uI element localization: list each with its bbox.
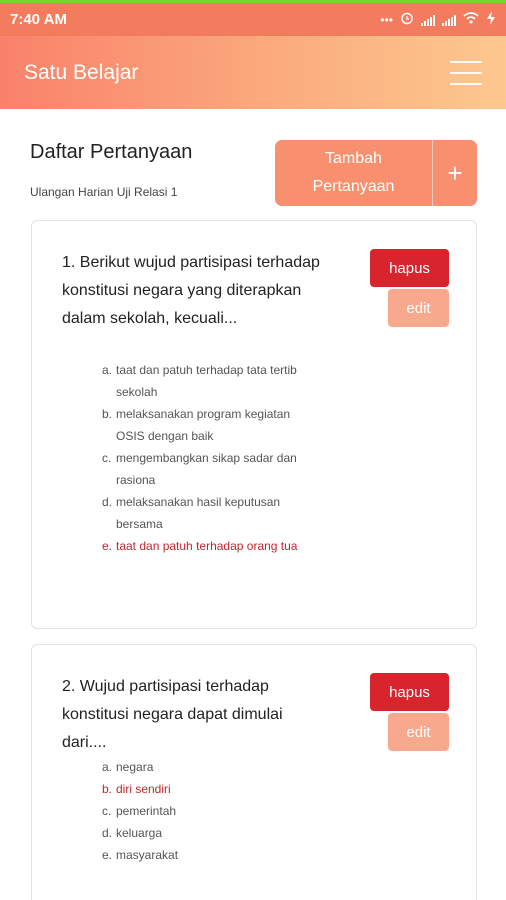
question-text: 2. Wujud partisipasi terhadap konstitusi negara dapat dimulai dari.... — [62, 678, 283, 751]
question-card — [31, 644, 477, 900]
question-text: 1. Berikut wujud partisipasi terhadap konstitusi negara yang diterapkan dalam sekolah, kecuali... — [62, 254, 320, 327]
plus-icon: + — [432, 140, 477, 206]
delete-button[interactable]: hapus — [370, 249, 449, 287]
status-icons — [380, 11, 496, 28]
status-bar — [0, 0, 506, 36]
answer-option: c. mengembangkan sikap sadar dan rasiona — [102, 451, 297, 487]
edit-button[interactable]: edit — [388, 289, 449, 327]
alarm-icon — [400, 11, 414, 28]
add-question-label: Tambah Pertanyaan — [312, 150, 395, 195]
answer-option: a. taat dan patuh terhadap tata tertib sekolah — [102, 363, 297, 399]
answer-option-correct: b. diri sendiri — [102, 782, 171, 796]
answer-option: b. melaksanakan program kegiatan OSIS dengan baik — [102, 407, 291, 443]
signal-icon — [442, 14, 456, 26]
answer-option: d. keluarga — [102, 826, 163, 840]
answer-option: e. masyarakat — [102, 848, 179, 862]
status-time: 7:40 AM — [10, 11, 67, 28]
battery-charging-icon — [486, 11, 496, 28]
main-content — [0, 109, 506, 900]
question-card — [31, 220, 477, 629]
wifi-icon — [463, 12, 479, 27]
page-title: Daftar Pertanyaan — [30, 141, 193, 163]
answer-option: d. melaksanakan hasil keputusan bersama — [102, 495, 281, 531]
answer-options — [102, 359, 317, 557]
answer-options — [102, 756, 317, 866]
app-bar — [0, 36, 506, 109]
more-dots-icon: ••• — [380, 12, 393, 27]
signal-icon — [421, 14, 435, 26]
answer-option-correct: e. taat dan patuh terhadap orang tua — [102, 539, 298, 553]
hamburger-menu-icon[interactable] — [450, 61, 482, 85]
delete-button[interactable]: hapus — [370, 673, 449, 711]
add-question-button[interactable] — [275, 140, 477, 206]
app-title: Satu Belajar — [24, 60, 139, 84]
answer-option: c. pemerintah — [102, 804, 177, 818]
page-subtitle: Ulangan Harian Uji Relasi 1 — [30, 185, 178, 199]
edit-button[interactable]: edit — [388, 713, 449, 751]
answer-option: a. negara — [102, 760, 154, 774]
